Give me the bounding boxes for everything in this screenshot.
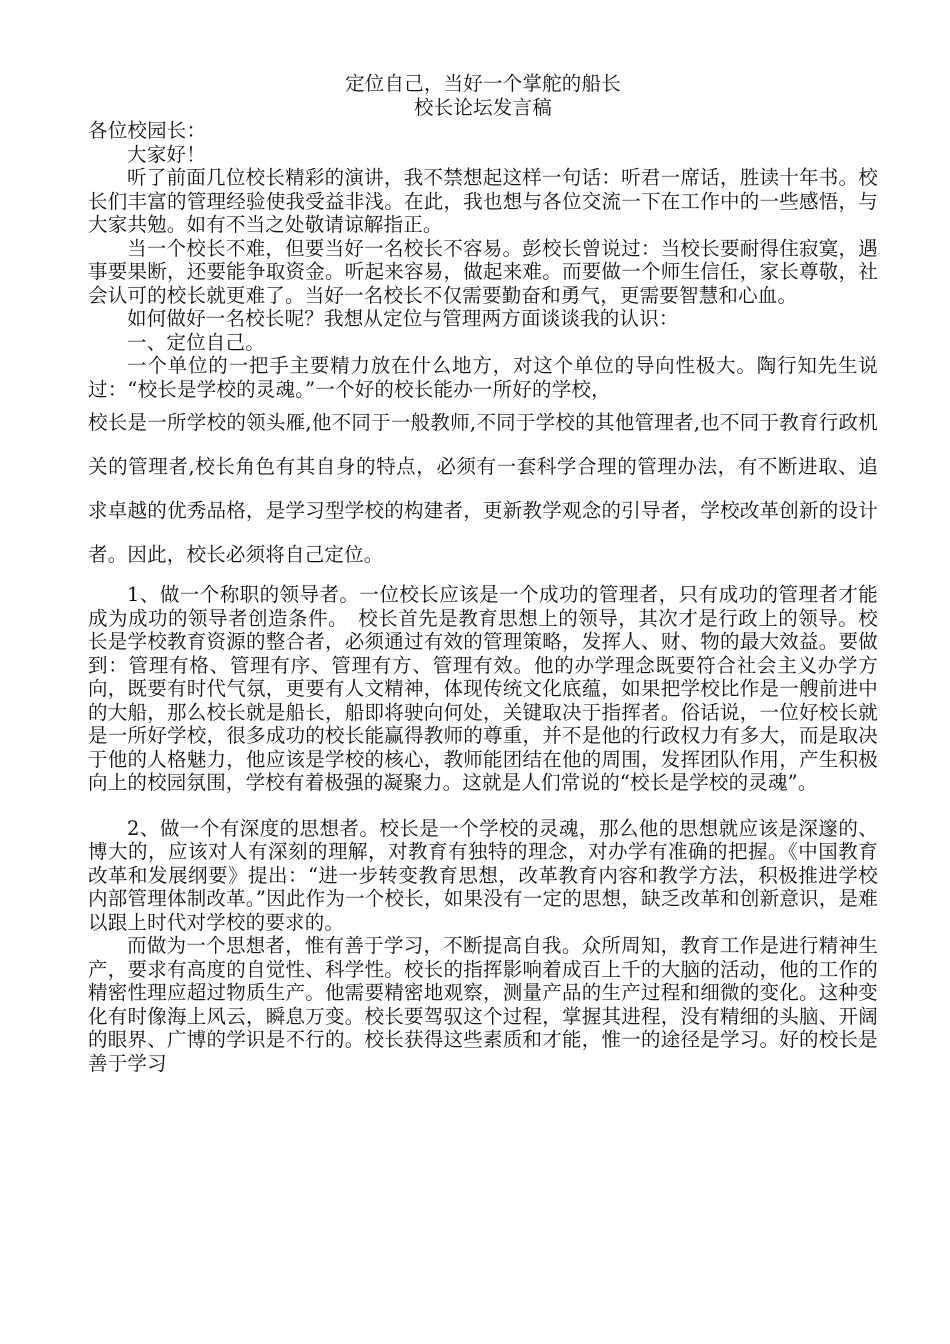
- paragraph-greeting: 大家好！: [127, 142, 206, 166]
- paragraph-learning: 而做为一个思想者，惟有善于学习，不断提高自我。众所周知，教育工作是进行精神生产，要求有高度的自觉性、科学性。校长的指挥影响着成百上千的大脑的活动，他的工作的精密性理应超过物质生产。他需要精密地观察，测量产品的生产过程和细微的变化。这种变化有时像海上风云，瞬息万变。校长要驾驭这个过程，掌握其进程，没有精细的头脑、开阔的眼界、广博的学识是不行的。校长获得这些素质和才能，惟一的途径是学习。好的校长是善于学习: [88, 934, 878, 1075]
- document-title: 定位自己，当好一个掌舵的船长: [345, 72, 621, 95]
- paragraph-positioning: 一个单位的一把手主要精力放在什么地方，对这个单位的导向性极大。陶行知先生说过：“校长是学校的灵魂。”一个好的校长能办一所好的学校，: [88, 354, 878, 401]
- paragraph-how-to: 如何做好一名校长呢？我想从定位与管理两方面谈谈我的认识：: [127, 307, 679, 330]
- section-heading-positioning: 一、定位自己。: [127, 330, 265, 354]
- paragraph-thinker: 2、做一个有深度的思想者。校长是一个学校的灵魂，那么他的思想就应该是深邃的、博大的，应该对人有深刻的理解，对教育有独特的理念，对办学有准确的把握。《中国教育改革和发展纲要》提出：“进一步转变教育思想，改革教育内容和教学方法，积极推进学校内部管理体制改革。”因此作为一个校长，如果没有一定的思想，缺乏改革和创新意识，是难以跟上时代对学校的要求的。: [88, 816, 878, 934]
- salutation: 各位校园长：: [88, 119, 207, 142]
- paragraph-leader: 1、做一个称职的领导者。一位校长应该是一个成功的管理者，只有成功的管理者才能成为成功的领导者创造条件。 校长首先是教育思想上的领导，其次才是行政上的领导。校长是学校教育资源的整合者，必须通过有效的管理策略，发挥人、财、物的最大效益。要做到：管理有格、管理有序、管理有方、管理有效。他的办学理念既要符合社会主义办学方向，既要有时代气氛，更要有人文精神，体现传统文化底蕴，如果把学校比作是一艘前进中的大船，那么校长就是船长，船即将驶向何处，关键取决于指挥者。俗话说，一位好校长就是一所好学校，很多成功的校长能赢得教师的尊重，并不是他的行政权力有多大，而是取决于他的人格魅力，他应该是学校的核心，教师能团结在他的周围，发挥团队作用，产生积极向上的校园氛围，学校有着极强的凝聚力。这就是人们常说的“校长是学校的灵魂”。: [88, 583, 878, 794]
- paragraph-being-principal: 当一个校长不难，但要当好一名校长不容易。彭校长曾说过：当校长要耐得住寂寞，遇事要果断，还要能争取资金。听起来容易，做起来难。而要做一个师生信任，家长尊敬，社会认可的校长就更难了。当好一名校长不仅需要勤奋和勇气，更需要智慧和心血。: [88, 236, 878, 307]
- document-subtitle: 校长论坛发言稿: [414, 95, 552, 119]
- document-body: [88, 72, 878, 1075]
- paragraph-lead-goose: 校长是一所学校的领头雁,他不同于一般教师,不同于学校的其他管理者,也不同于教育行政机关的管理者,校长角色有其自身的特点，必须有一套科学合理的管理办法，有不断进取、追求卓越的优秀品格，是学习型学校的构建者，更新教学观念的引导者，学校改革创新的设计者。因此，校长必须将自己定位。: [88, 411, 878, 566]
- paragraph-intro: 听了前面几位校长精彩的演讲，我不禁想起这样一句话：听君一席话，胜读十年书。校长们丰富的管理经验使我受益非浅。在此，我也想与各位交流一下在工作中的一些感悟，与大家共勉。如有不当之处敬请谅解指正。: [88, 166, 878, 236]
